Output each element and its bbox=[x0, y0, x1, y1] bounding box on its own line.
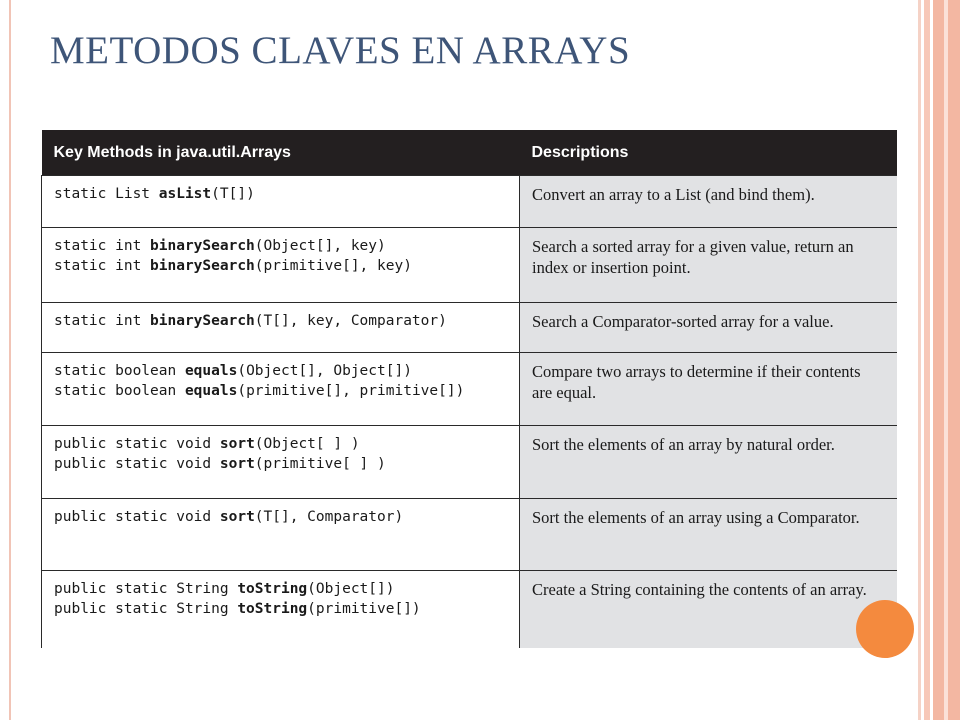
method-name: asList bbox=[158, 186, 212, 202]
table-row bbox=[42, 571, 897, 649]
method-name: sort bbox=[219, 456, 255, 472]
table-header-row bbox=[42, 130, 897, 176]
signature-prefix: static boolean bbox=[54, 383, 185, 399]
signature-params: (primitive[], primitive[]) bbox=[237, 383, 465, 399]
description-cell: Convert an array to a List (and bind them). bbox=[520, 176, 897, 228]
method-name: binarySearch bbox=[150, 238, 255, 254]
header-methods: Key Methods in java.util.Arrays bbox=[42, 130, 520, 176]
signature-params: (Object[]) bbox=[307, 581, 395, 597]
description-cell: Compare two arrays to determine if their contents are equal. bbox=[520, 353, 897, 426]
signature-prefix: public static void bbox=[54, 509, 220, 525]
signature-params: (Object[], Object[]) bbox=[237, 363, 412, 379]
method-name: toString bbox=[237, 581, 308, 597]
signature-prefix: public static void bbox=[54, 436, 220, 452]
signature-params: (Object[], key) bbox=[254, 238, 386, 254]
description-cell: Sort the elements of an array using a Comparator. bbox=[520, 499, 897, 571]
method-signature-cell bbox=[42, 571, 520, 649]
signature-params: (T[], Comparator) bbox=[254, 509, 404, 525]
method-signature bbox=[54, 184, 507, 204]
table-row bbox=[42, 499, 897, 571]
method-signature bbox=[54, 454, 507, 474]
method-signature-cell bbox=[42, 228, 520, 303]
right-decor-stripe bbox=[924, 0, 930, 720]
method-name: equals bbox=[184, 363, 238, 379]
signature-prefix: static int bbox=[54, 238, 151, 254]
method-signature bbox=[54, 507, 507, 527]
signature-prefix: public static String bbox=[54, 581, 238, 597]
signature-params: (Object[ ] ) bbox=[254, 436, 360, 452]
method-name: binarySearch bbox=[150, 258, 255, 274]
signature-prefix: public static String bbox=[54, 601, 238, 617]
description-cell: Search a sorted array for a given value, return an index or insertion point. bbox=[520, 228, 897, 303]
method-signature bbox=[54, 599, 507, 619]
right-decor-stripe bbox=[918, 0, 921, 720]
description-cell: Create a String containing the contents of an array. bbox=[520, 571, 897, 649]
method-name: equals bbox=[184, 383, 238, 399]
table-row bbox=[42, 303, 897, 353]
method-signature bbox=[54, 434, 507, 454]
signature-params: (primitive[]) bbox=[307, 601, 421, 617]
method-signature-cell bbox=[42, 426, 520, 499]
method-name: sort bbox=[219, 436, 255, 452]
orange-circle-decoration bbox=[856, 600, 914, 658]
table-row bbox=[42, 228, 897, 303]
method-signature bbox=[54, 381, 507, 401]
table-row bbox=[42, 176, 897, 228]
method-signature-cell bbox=[42, 353, 520, 426]
method-signature bbox=[54, 579, 507, 599]
signature-params: (primitive[ ] ) bbox=[254, 456, 386, 472]
signature-params: (primitive[], key) bbox=[254, 258, 412, 274]
description-cell: Sort the elements of an array by natural order. bbox=[520, 426, 897, 499]
method-signature-cell bbox=[42, 176, 520, 228]
slide-title: METODOS CLAVES EN ARRAYS bbox=[50, 29, 631, 72]
signature-prefix: static List bbox=[54, 186, 159, 202]
method-signature bbox=[54, 311, 507, 331]
signature-prefix: public static void bbox=[54, 456, 220, 472]
signature-params: (T[], key, Comparator) bbox=[254, 313, 447, 329]
method-signature-cell bbox=[42, 499, 520, 571]
method-name: sort bbox=[219, 509, 255, 525]
table-row bbox=[42, 353, 897, 426]
signature-prefix: static boolean bbox=[54, 363, 185, 379]
description-cell: Search a Comparator-sorted array for a value. bbox=[520, 303, 897, 353]
right-decor-stripe bbox=[944, 0, 948, 720]
signature-prefix: static int bbox=[54, 258, 151, 274]
method-signature bbox=[54, 361, 507, 381]
method-name: toString bbox=[237, 601, 308, 617]
method-name: binarySearch bbox=[150, 313, 255, 329]
method-signature-cell bbox=[42, 303, 520, 353]
methods-table bbox=[41, 130, 897, 648]
signature-prefix: static int bbox=[54, 313, 151, 329]
method-signature bbox=[54, 236, 507, 256]
header-descriptions: Descriptions bbox=[520, 130, 897, 176]
left-border-line bbox=[9, 0, 11, 720]
method-signature bbox=[54, 256, 507, 276]
table-row bbox=[42, 426, 897, 499]
signature-params: (T[]) bbox=[211, 186, 255, 202]
